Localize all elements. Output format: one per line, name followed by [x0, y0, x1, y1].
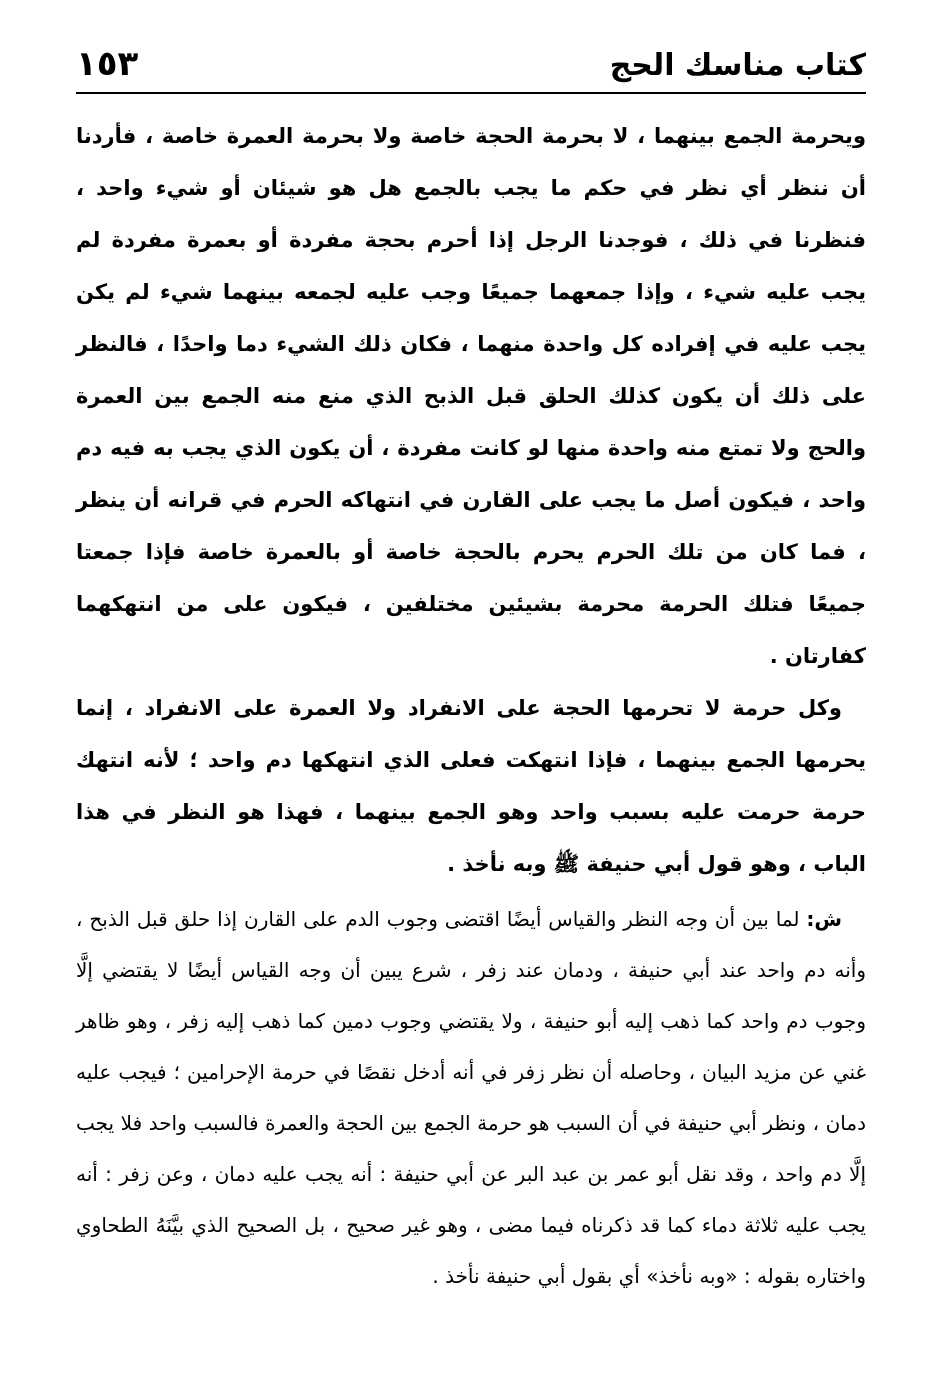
- page-body: [76, 110, 866, 1302]
- sharh-label: ش:: [806, 907, 842, 931]
- matn-paragraph-1: ويحرمة الجمع بينهما ، لا بحرمة الحجة خاصة ولا بحرمة العمرة خاصة ، فأردنا أن ننظر أي نظر في حكم ما يجب بالجمع هل هو شيئان أو شيء واحد ، فنظرنا في ذلك ، فوجدنا الرجل إذا أحرم بحجة مفردة أو بعمرة مفردة لم يجب عليه شيء ، وإذا جمعهما جميعًا وجب عليه لجمعه بينهما شيء لم يكن يجب عليه في إفراده كل واحدة منهما ، فكان ذلك الشيء دما واحدًا ، فالنظر على ذلك أن يكون كذلك الحلق قبل الذبح الذي منع منه الجمع بين العمرة والحج ولا تمتع منه واحدة منها لو كانت مفردة ، أن يكون الذي يجب به فيه دم واحد ، فيكون أصل ما يجب على القارن في انتهاكه الحرم في قرانه أن ينظر ، فما كان من تلك الحرم يحرم بالحجة خاصة أو بالعمرة خاصة فإذا جمعتا جميعًا فتلك الحرمة محرمة بشيئين مختلفين ، فيكون على من انتهكهما كفارتان .: [76, 124, 866, 668]
- sharh-paragraph: [76, 894, 866, 1302]
- page-header: [76, 40, 866, 94]
- running-title: كتاب مناسك الحج: [609, 48, 866, 83]
- book-page: [76, 40, 866, 1302]
- page-number: ١٥٣: [76, 44, 139, 84]
- sharh-text: لما بين أن وجه النظر والقياس أيضًا اقتضى وجوب الدم على القارن إذا حلق قبل الذبح ، وأنه دم واحد عند أبي حنيفة ، ودمان عند زفر ، شرع يبين أن وجه القياس أيضًا لا يقتضي إلَّا وجوب دم واحد كما ذهب إليه أبو حنيفة ، ولا يقتضي وجوب دمين كما ذهب إليه زفر ، وهو ظاهر غني عن مزيد البيان ، وحاصله أن نظر زفر في أنه أدخل نقصًا في حرمة الإحرامين ؛ فيجب عليه دمان ، ونظر أبي حنيفة في أن السبب هو حرمة الجمع بين الحجة والعمرة فالسبب واحد فلا يجب إلَّا دم واحد ، وقد نقل أبو عمر بن عبد البر عن أبي حنيفة : أنه يجب عليه دمان ، وعن زفر : أنه يجب عليه ثلاثة دماء كما قد ذكرناه فيما مضى ، وهو غير صحيح ، بل الصحيح الذي بيَّنَهُ الطحاوي واختاره بقوله : «وبه نأخذ» أي بقول أبي حنيفة نأخذ .: [76, 907, 866, 1288]
- matn-paragraph-2: وكل حرمة لا تحرمها الحجة على الانفراد ولا العمرة على الانفراد ، إنما يحرمها الجمع بينهما ، فإذا انتهكت فعلى الذي انتهكها دم واحد ؛ لأنه انتهك حرمة حرمت عليه بسبب واحد وهو الجمع بينهما ، فهذا هو النظر في هذا الباب ، وهو قول أبي حنيفة ﷺ وبه نأخذ .: [76, 696, 866, 876]
